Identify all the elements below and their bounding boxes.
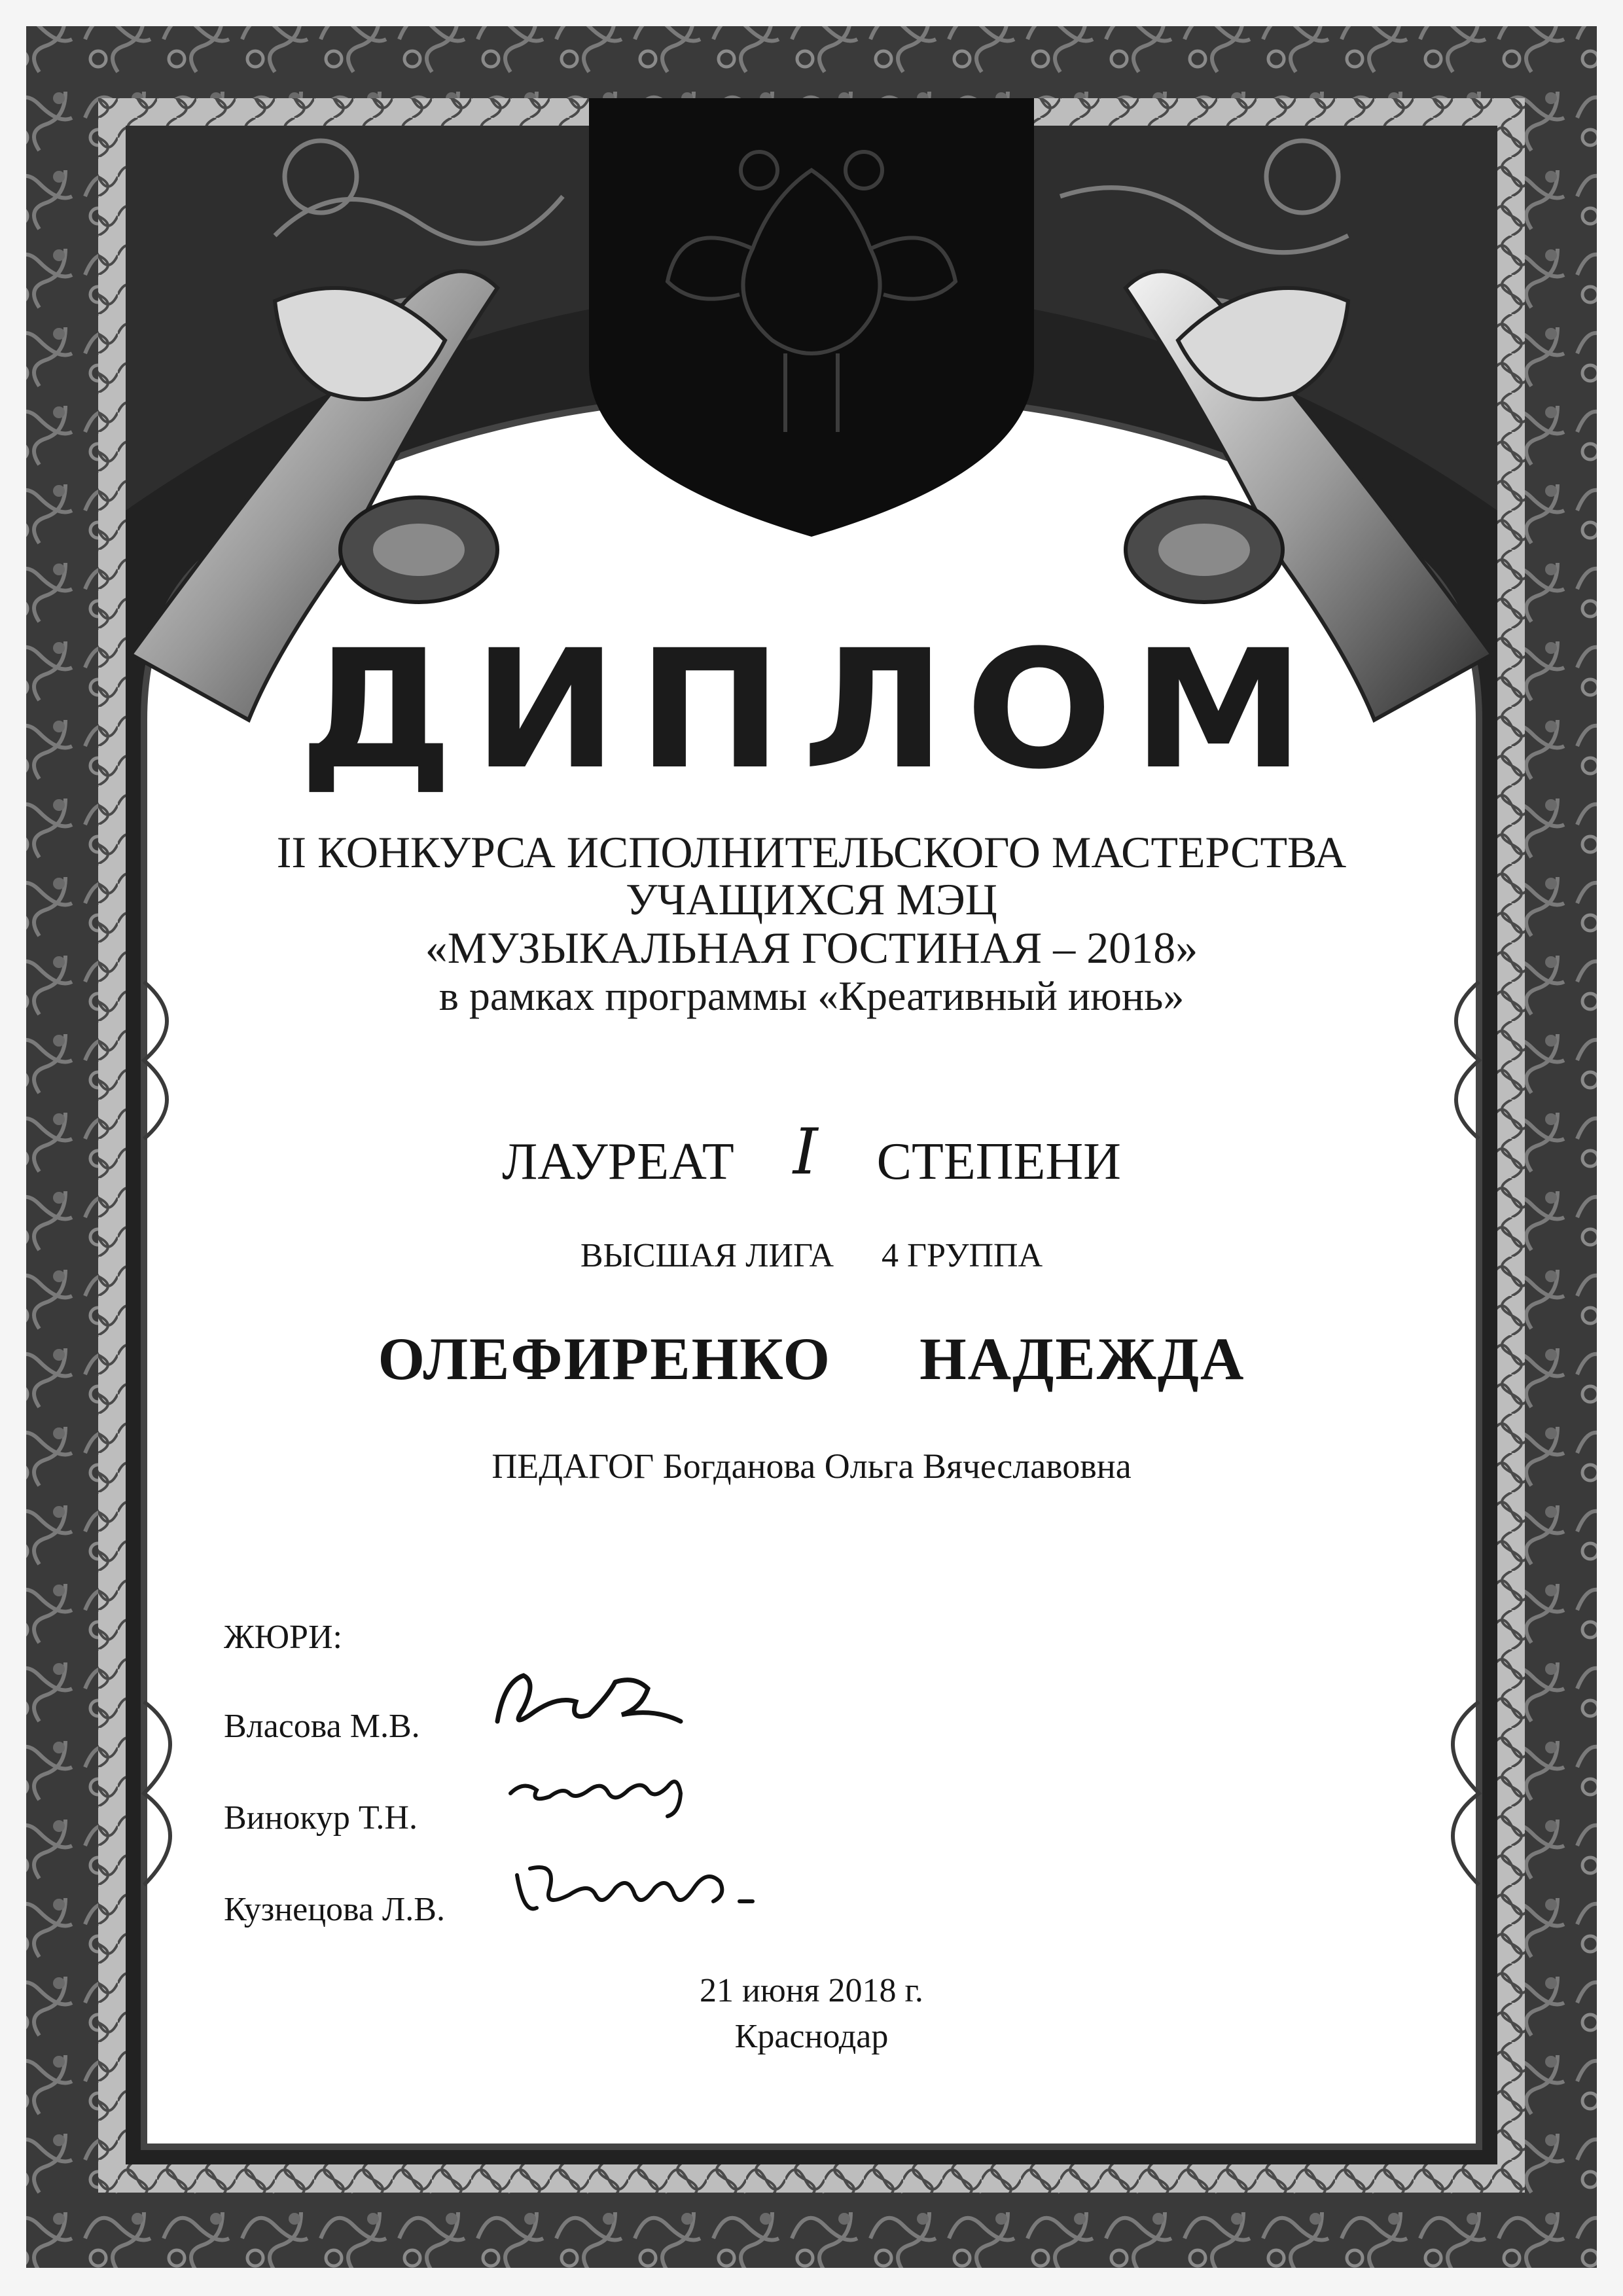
teacher-line: ПЕДАГОГ Богданова Ольга Вячеславовна <box>491 1446 1132 1486</box>
subtitle-line-3: «МУЗЫКАЛЬНАЯ ГОСТИНАЯ – 2018» <box>425 923 1198 973</box>
juror-name: Винокур Т.Н. <box>224 1799 418 1837</box>
signature-3 <box>504 1849 792 1928</box>
date: 21 июня 2018 г. <box>700 1972 923 2009</box>
participant-name <box>0 1325 1623 1392</box>
juror-name: Кузнецова Л.В. <box>224 1891 445 1928</box>
participant-first-name: НАДЕЖДА <box>919 1325 1245 1392</box>
signature-1 <box>484 1656 694 1741</box>
laureate-line <box>0 1115 1623 1191</box>
city: Краснодар <box>734 2018 889 2055</box>
laureate-suffix: СТЕПЕНИ <box>876 1133 1121 1191</box>
subtitle-line-4: в рамках программы «Креативный июнь» <box>438 973 1185 1019</box>
subtitle-line-1: II КОНКУРСА ИСПОЛНИТЕЛЬСКОГО МАСТЕРСТВА <box>276 827 1347 877</box>
participant-surname: ОЛЕФИРЕНКО <box>378 1325 832 1392</box>
signature-2 <box>504 1754 700 1826</box>
league: ВЫСШАЯ ЛИГА <box>580 1237 834 1274</box>
juror-name: Власова М.В. <box>224 1708 420 1745</box>
laureate-prefix: ЛАУРЕАТ <box>502 1133 734 1191</box>
jury-label: ЖЮРИ: <box>224 1619 342 1656</box>
diploma-title: ДИПЛОМ <box>298 615 1325 805</box>
group: 4 ГРУППА <box>882 1237 1043 1274</box>
subtitle-line-2: УЧАЩИХСЯ МЭЦ <box>626 874 997 924</box>
league-line <box>0 1239 1623 1273</box>
laureate-degree: I <box>793 1115 818 1189</box>
